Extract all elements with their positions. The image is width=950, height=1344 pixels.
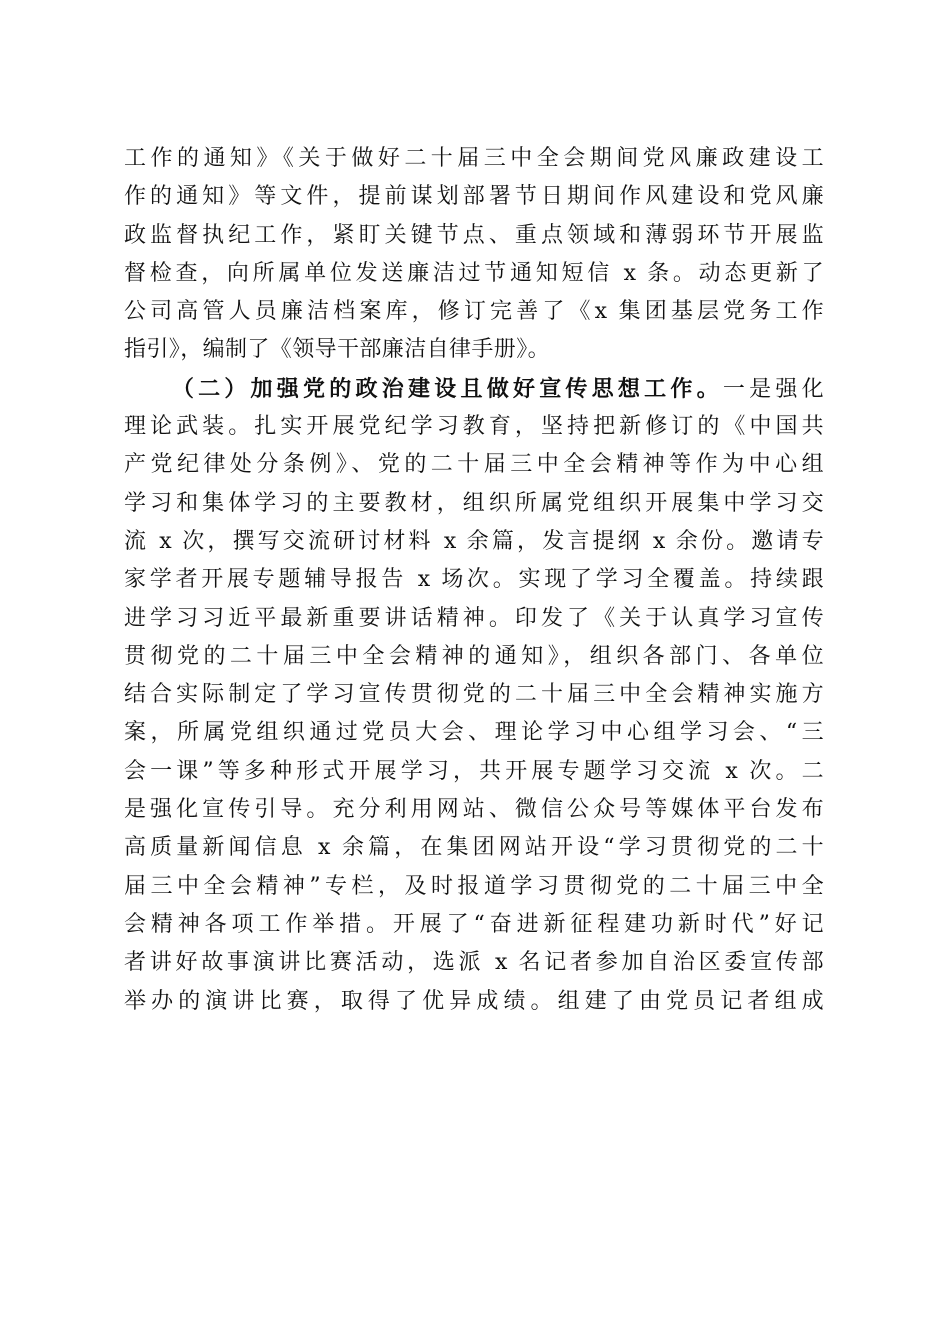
document-body bbox=[124, 140, 824, 1021]
text-line: 工作的通知》《关于做好二十届三中全会期间党风廉政建设工 bbox=[124, 146, 824, 171]
text-line: 会一课”等多种形式开展学习，共开展专题学习交流 x 次。二 bbox=[124, 758, 824, 784]
text-line: 贯彻党的二十届三中全会精神的通知》，组织各部门、各单位 bbox=[124, 643, 824, 669]
text-line: 理论武装。扎实开展党纪学习教育，坚持把新修订的《中国共 bbox=[124, 414, 824, 440]
text-line: 产党纪律处分条例》、党的二十届三中全会精神等作为中心组 bbox=[124, 452, 824, 478]
text-line: 进学习习近平最新重要讲话精神。印发了《关于认真学习宣传 bbox=[124, 605, 824, 631]
text-span: 一是强化 bbox=[722, 376, 824, 402]
section-heading: （二）加强党的政治建设且做好宣传思想工作。 bbox=[168, 375, 723, 402]
text-line: 督检查，向所属单位发送廉洁过节通知短信 x 条。动态更新了 bbox=[124, 260, 824, 286]
text-line: 届三中全会精神”专栏，及时报道学习贯彻党的二十届三中全 bbox=[124, 873, 824, 899]
text-line: 是强化宣传引导。充分利用网站、微信公众号等媒体平台发布 bbox=[124, 797, 824, 823]
text-line: 流 x 次，撰写交流研讨材料 x 余篇，发言提纲 x 余份。邀请专 bbox=[124, 528, 824, 554]
text-line: 高质量新闻信息 x 余篇，在集团网站开设“学习贯彻党的二十 bbox=[124, 835, 824, 861]
text-line: 举办的演讲比赛，取得了优异成绩。组建了由党员记者组成 bbox=[124, 988, 824, 1014]
text-line: 公司高管人员廉洁档案库，修订完善了《x 集团基层党务工作 bbox=[124, 299, 824, 325]
text-line: 结合实际制定了学习宣传贯彻党的二十届三中全会精神实施方 bbox=[124, 682, 824, 708]
text-line: 家学者开展专题辅导报告 x 场次。实现了学习全覆盖。持续跟 bbox=[124, 567, 824, 593]
text-line: 作的通知》等文件，提前谋划部署节日期间作风建设和党风廉 bbox=[124, 184, 824, 210]
text-line: 指引》，编制了《领导干部廉洁自律手册》。 bbox=[124, 337, 551, 363]
text-line: 政监督执纪工作，紧盯关键节点、重点领域和薄弱环节开展监 bbox=[124, 222, 824, 248]
paragraph-2 bbox=[124, 370, 824, 1021]
section-heading-line bbox=[124, 370, 824, 408]
text-line: 案，所属党组织通过党员大会、理论学习中心组学习会、“三 bbox=[124, 720, 824, 746]
text-line: 会精神各项工作举措。开展了“奋进新征程建功新时代”好记 bbox=[124, 911, 824, 937]
paragraph-1 bbox=[124, 140, 824, 370]
text-line: 学习和集体学习的主要教材，组织所属党组织开展集中学习交 bbox=[124, 490, 824, 516]
text-line: 者讲好故事演讲比赛活动，选派 x 名记者参加自治区委宣传部 bbox=[124, 950, 824, 976]
